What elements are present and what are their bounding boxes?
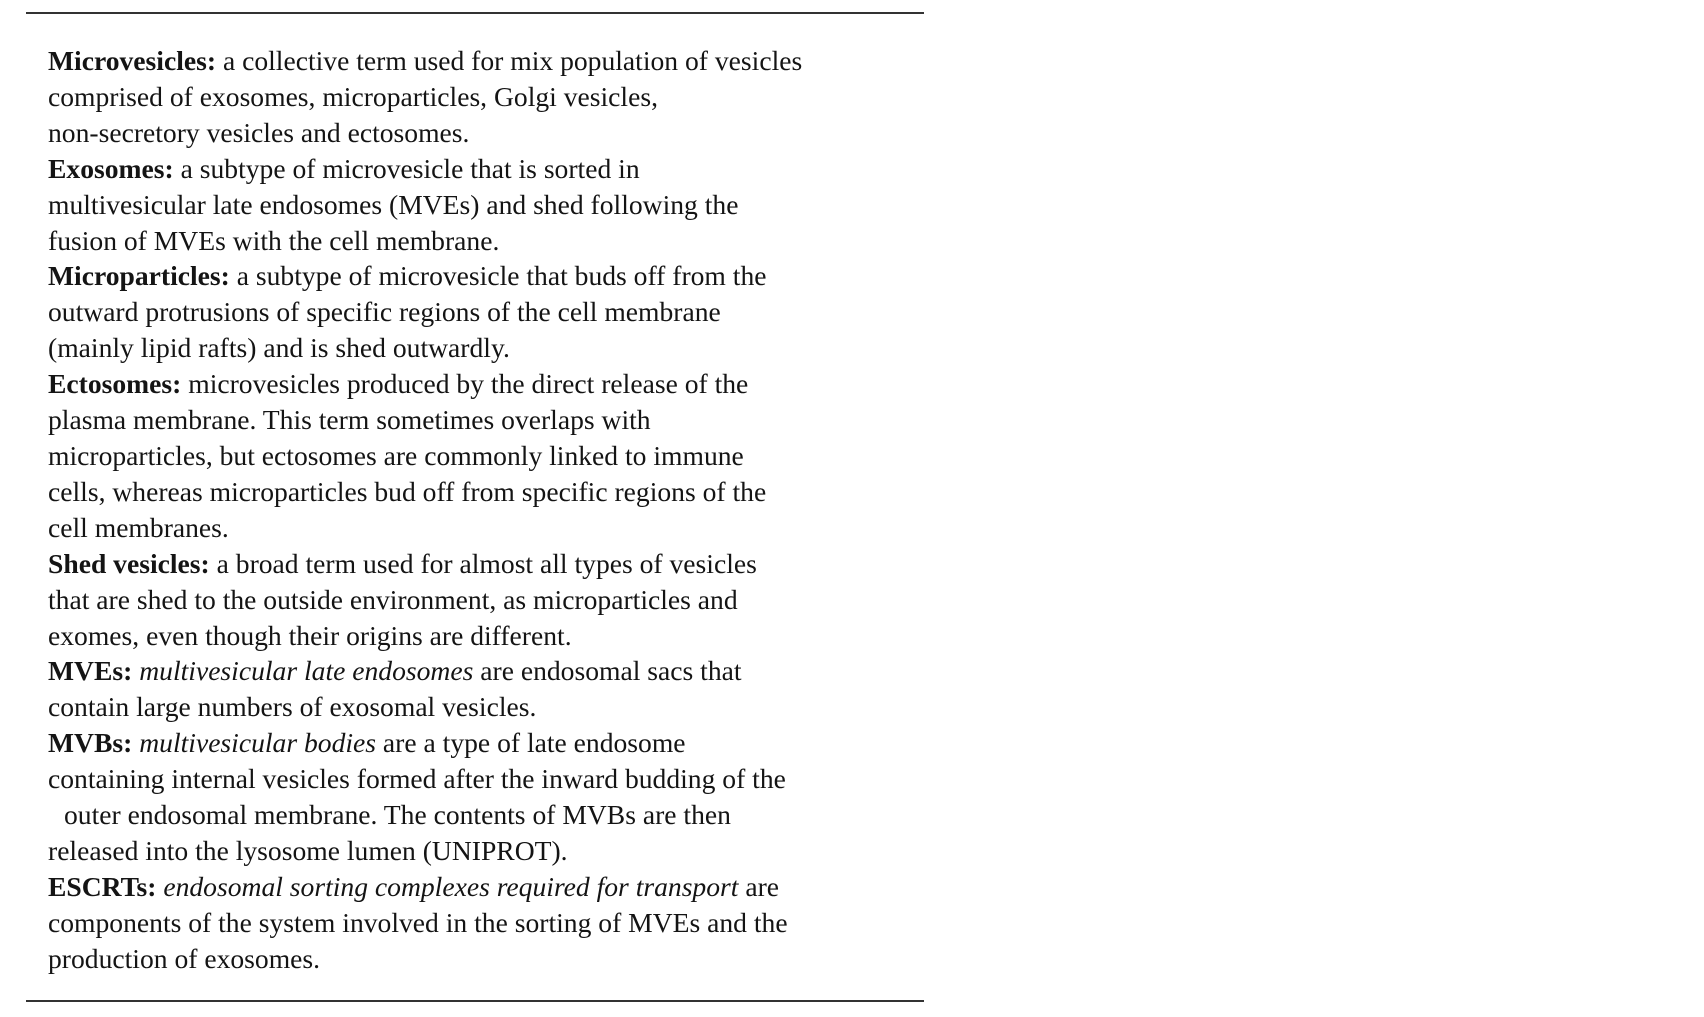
definition-line xyxy=(48,258,924,294)
definition-text: containing internal vesicles formed after the inward budding of the xyxy=(48,763,786,795)
definition-text: a broad term used for almost all types of vesicles xyxy=(209,547,757,579)
definition-line xyxy=(48,582,924,618)
top-rule xyxy=(26,12,924,14)
definition-line xyxy=(48,151,924,187)
definition-line xyxy=(48,546,924,582)
definition-line xyxy=(48,761,924,797)
definition-line xyxy=(48,725,924,761)
definition-line xyxy=(48,223,924,259)
definition-text: (mainly lipid rafts) and is shed outwardly. xyxy=(48,332,510,364)
definition-line xyxy=(48,43,924,79)
glossary-entry xyxy=(48,546,924,654)
definition-line xyxy=(48,797,924,833)
definition-text: released into the lysosome lumen (UNIPROT). xyxy=(48,834,568,866)
definition-text: non-secretory vesicles and ectosomes. xyxy=(48,116,470,148)
definition-line xyxy=(48,618,924,654)
bottom-rule xyxy=(26,1000,924,1002)
glossary-entry xyxy=(48,725,924,869)
glossary-term: Ectosomes: xyxy=(48,368,182,400)
glossary-entry xyxy=(48,869,924,977)
definition-text: contain large numbers of exosomal vesicles. xyxy=(48,691,537,723)
definition-text: outer endosomal membrane. The contents of MVBs are then xyxy=(64,799,731,831)
definition-text: microparticles, but ectosomes are commonly linked to immune xyxy=(48,439,744,471)
definition-line xyxy=(48,79,924,115)
term-expansion: multivesicular bodies xyxy=(139,727,377,759)
definition-text: microvesicles produced by the direct release of the xyxy=(181,368,749,400)
definition-line xyxy=(48,653,924,689)
glossary-entry xyxy=(48,258,924,366)
definition-line xyxy=(48,905,924,941)
definition-line xyxy=(48,689,924,725)
definition-line xyxy=(48,474,924,510)
definition-line xyxy=(48,941,924,977)
definition-line xyxy=(48,402,924,438)
definition-text: cell membranes. xyxy=(48,511,229,543)
glossary-term: Shed vesicles: xyxy=(48,547,210,579)
definition-text: exomes, even though their origins are different. xyxy=(48,619,572,651)
definition-line xyxy=(48,438,924,474)
definition-text: a subtype of microvesicle that is sorted in xyxy=(173,152,640,184)
definition-text: comprised of exosomes, microparticles, Golgi vesicles, xyxy=(48,80,658,112)
glossary-term: MVEs: xyxy=(48,655,133,687)
definition-text: plasma membrane. This term sometimes overlaps with xyxy=(48,404,651,436)
definition-line xyxy=(48,510,924,546)
glossary-entries xyxy=(48,43,924,977)
glossary-entry xyxy=(48,653,924,725)
definition-text: cells, whereas microparticles bud off from specific regions of the xyxy=(48,475,767,507)
glossary-term: Microvesicles: xyxy=(48,45,217,76)
definition-text: production of exosomes. xyxy=(48,942,321,974)
definition-line xyxy=(48,366,924,402)
definition-line xyxy=(48,115,924,151)
glossary-entry xyxy=(48,151,924,259)
glossary-term: Exosomes: xyxy=(48,152,174,184)
definition-line xyxy=(48,869,924,905)
glossary-term: ESCRTs: xyxy=(48,870,157,902)
definition-text: are xyxy=(738,870,780,902)
definition-line xyxy=(48,187,924,223)
definition-text: a collective term used for mix population of vesicles xyxy=(216,45,803,76)
definition-line xyxy=(48,833,924,869)
definition-text: outward protrusions of specific regions of the cell membrane xyxy=(48,296,721,328)
term-expansion: endosomal sorting complexes required for transport xyxy=(163,870,739,902)
glossary-box xyxy=(26,12,924,1002)
glossary-term: Microparticles: xyxy=(48,260,230,292)
definition-line xyxy=(48,330,924,366)
definition-text: components of the system involved in the sorting of MVEs and the xyxy=(48,906,788,938)
definition-line xyxy=(48,294,924,330)
glossary-entry xyxy=(48,43,924,151)
definition-text: multivesicular late endosomes (MVEs) and shed following the xyxy=(48,188,739,220)
definition-text: fusion of MVEs with the cell membrane. xyxy=(48,224,500,256)
definition-text: are endosomal sacs that xyxy=(473,655,742,687)
glossary-term: MVBs: xyxy=(48,727,133,759)
definition-text: a subtype of microvesicle that buds off from the xyxy=(229,260,767,292)
definition-text: are a type of late endosome xyxy=(376,727,686,759)
definition-text: that are shed to the outside environment, as microparticles and xyxy=(48,583,738,615)
glossary-entry xyxy=(48,366,924,546)
term-expansion: multivesicular late endosomes xyxy=(139,655,474,687)
